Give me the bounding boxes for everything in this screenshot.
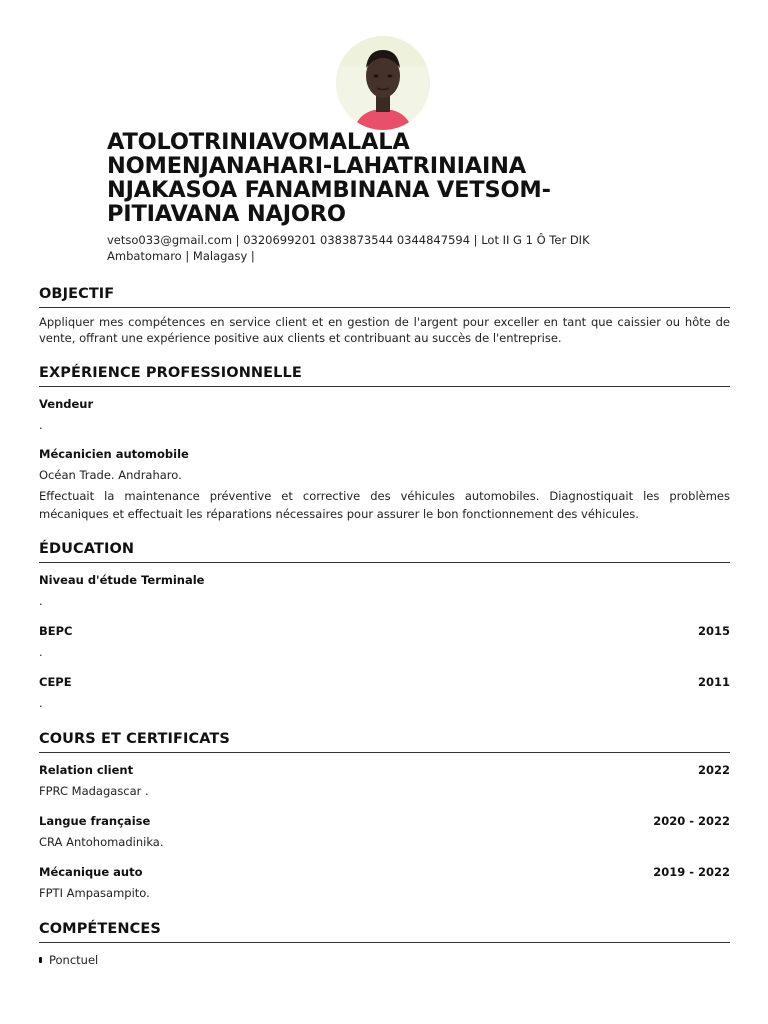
degree-place: .: [39, 696, 43, 710]
skills-section: [39, 920, 730, 968]
experience-entry: [39, 446, 730, 523]
courses-heading: COURS ET CERTIFICATS: [39, 730, 730, 753]
entry-header: [39, 674, 730, 690]
bullet-icon: [39, 957, 42, 963]
degree-place: .: [39, 594, 43, 608]
education-entry: [39, 572, 730, 609]
objective-text: Appliquer mes compétences en service client et en gestion de l'argent pour exceller en tant que caissier ou hôte de vente, offrant une expérience positive aux clients et contribuant au succès de l'entreprise.: [39, 315, 730, 345]
degree-title: Niveau d'étude Terminale: [39, 573, 205, 587]
course-years: 2019 - 2022: [653, 865, 730, 879]
skills-list: [39, 952, 730, 968]
entry-header: [39, 623, 730, 639]
contact-info: vetso033@gmail.com | 0320699201 0383873544 0344847594 | Lot II G 1 Ô Ter DIK Ambatomaro | Malagasy |: [107, 233, 590, 263]
course-entry: [39, 813, 730, 850]
degree-title: CEPE: [39, 675, 72, 689]
skill-item: [39, 952, 730, 968]
job-description: Effectuait la maintenance préventive et corrective des véhicules automobiles. Diagnostiquait les problèmes mécaniques et effectuait les réparations nécessaires pour assurer le bon fonctionnement des véhicules.: [39, 489, 730, 521]
degree-title: BEPC: [39, 624, 73, 638]
course-entry: [39, 762, 730, 799]
profile-photo-illustration: [336, 36, 430, 130]
objective-section: [39, 285, 730, 346]
education-heading: ÉDUCATION: [39, 540, 730, 563]
degree-year: 2015: [697, 624, 730, 638]
entry-header: [39, 572, 730, 588]
course-org: CRA Antohomadinika.: [39, 835, 164, 849]
course-entry: [39, 864, 730, 901]
experience-section: [39, 364, 730, 523]
course-org: FPRC Madagascar .: [39, 784, 149, 798]
resume-body: [39, 285, 730, 968]
resume-header: [107, 130, 627, 264]
entry-header: [39, 396, 730, 412]
objective-heading: OBJECTIF: [39, 285, 730, 308]
profile-photo: [336, 36, 430, 130]
skills-heading: COMPÉTENCES: [39, 920, 730, 943]
course-name: Mécanique auto: [39, 865, 143, 879]
experience-entry: [39, 396, 730, 433]
courses-section: [39, 730, 730, 901]
job-place: .: [39, 418, 43, 432]
course-name: Relation client: [39, 763, 134, 777]
job-title: Vendeur: [39, 397, 94, 411]
entry-header: [39, 762, 730, 778]
course-name: Langue française: [39, 814, 151, 828]
education-entry: [39, 623, 730, 660]
education-entry: [39, 674, 730, 711]
entry-header: [39, 813, 730, 829]
entry-header: [39, 864, 730, 880]
experience-heading: EXPÉRIENCE PROFESSIONNELLE: [39, 364, 730, 387]
skill-label: Ponctuel: [49, 953, 99, 967]
degree-year: 2011: [697, 675, 730, 689]
job-place: Océan Trade. Andraharo.: [39, 468, 182, 482]
course-years: 2020 - 2022: [653, 814, 730, 828]
education-section: [39, 540, 730, 711]
course-org: FPTI Ampasampito.: [39, 886, 150, 900]
job-title: Mécanicien automobile: [39, 447, 189, 461]
candidate-name: ATOLOTRINIAVOMALALA NOMENJANAHARI-LAHATRINIAINA NJAKASOA FANAMBINANA VETSOM-PITIAVANA NAJORO: [107, 129, 551, 227]
degree-place: .: [39, 645, 43, 659]
entry-header: [39, 446, 730, 462]
course-years: 2022: [697, 763, 730, 777]
